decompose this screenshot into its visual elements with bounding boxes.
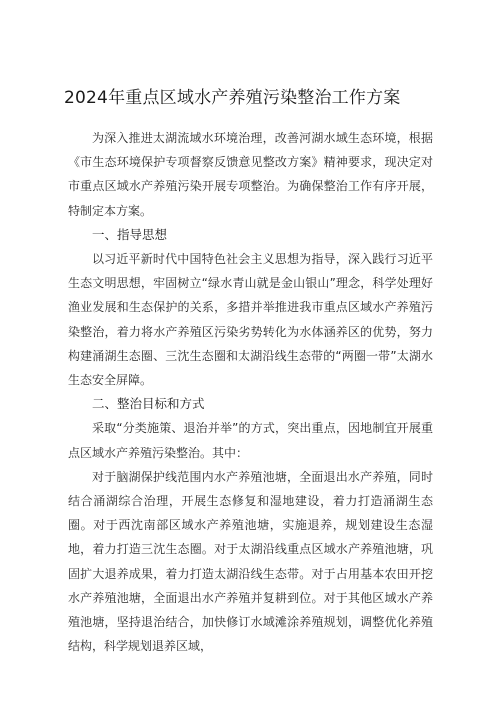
section-heading-goals-and-methods: 二、整治目标和方式: [92, 396, 205, 412]
document-title: 2024年重点区域水产养殖污染整治工作方案: [64, 88, 401, 108]
guiding-ideology-paragraph: 以习近平新时代中国特色社会主义思想为指导，深入践行习近平生态文明思想，牢固树立“绿水青山就是金山银山”理念，科学处理好渔业发展和生态保护的关系，多措并举推进我市重点区域水产养殖污染整治，着力将水产养殖区污染劣势转化为水体涵养区的优势，努力构建涌湖生态圈、三沈生态圈和太湖沿线生态带的“两圈一带”太湖水生态安全屏障。: [68, 252, 433, 388]
section-heading-guiding-ideology: 一、指导思想: [92, 226, 168, 242]
intro-paragraph: 为深入推进太湖流域水环境治理，改善河湖水域生态环境，根据《市生态环境保护专项督察反馈意见整改方案》精神要求，现决定对市重点区域水产养殖污染开展专项整治。为确保整治工作有序开展，特制定本方案。: [68, 131, 433, 218]
goals-paragraph-2: 对于脑湖保护线范围内水产养殖池塘，全面退出水产养殖，同时结合涌湖综合治理，开展生态修复和湿地建设，着力打造涌湖生态圈。对于西沈南部区域水产养殖池塘，实施退养，规划建设生态湿地，着力打造三沈生态圈。对于太湖沿线重点区域水产养殖池塘，巩固扩大退养成果，着力打造太湖沿线生态带。对于占用基本农田开挖水产养殖池塘，全面退出水产养殖并复耕到位。对于其他区域水产养殖池塘，坚持退治结合，加快修订水域滩涂养殖规划，调整优化养殖结构，科学规划退养区域，: [68, 469, 433, 654]
goals-paragraph-1: 采取“分类施策、退治并举”的方式，突出重点，因地制宜开展重点区域水产养殖污染整治。其中：: [68, 421, 433, 460]
document-body: [68, 126, 433, 658]
